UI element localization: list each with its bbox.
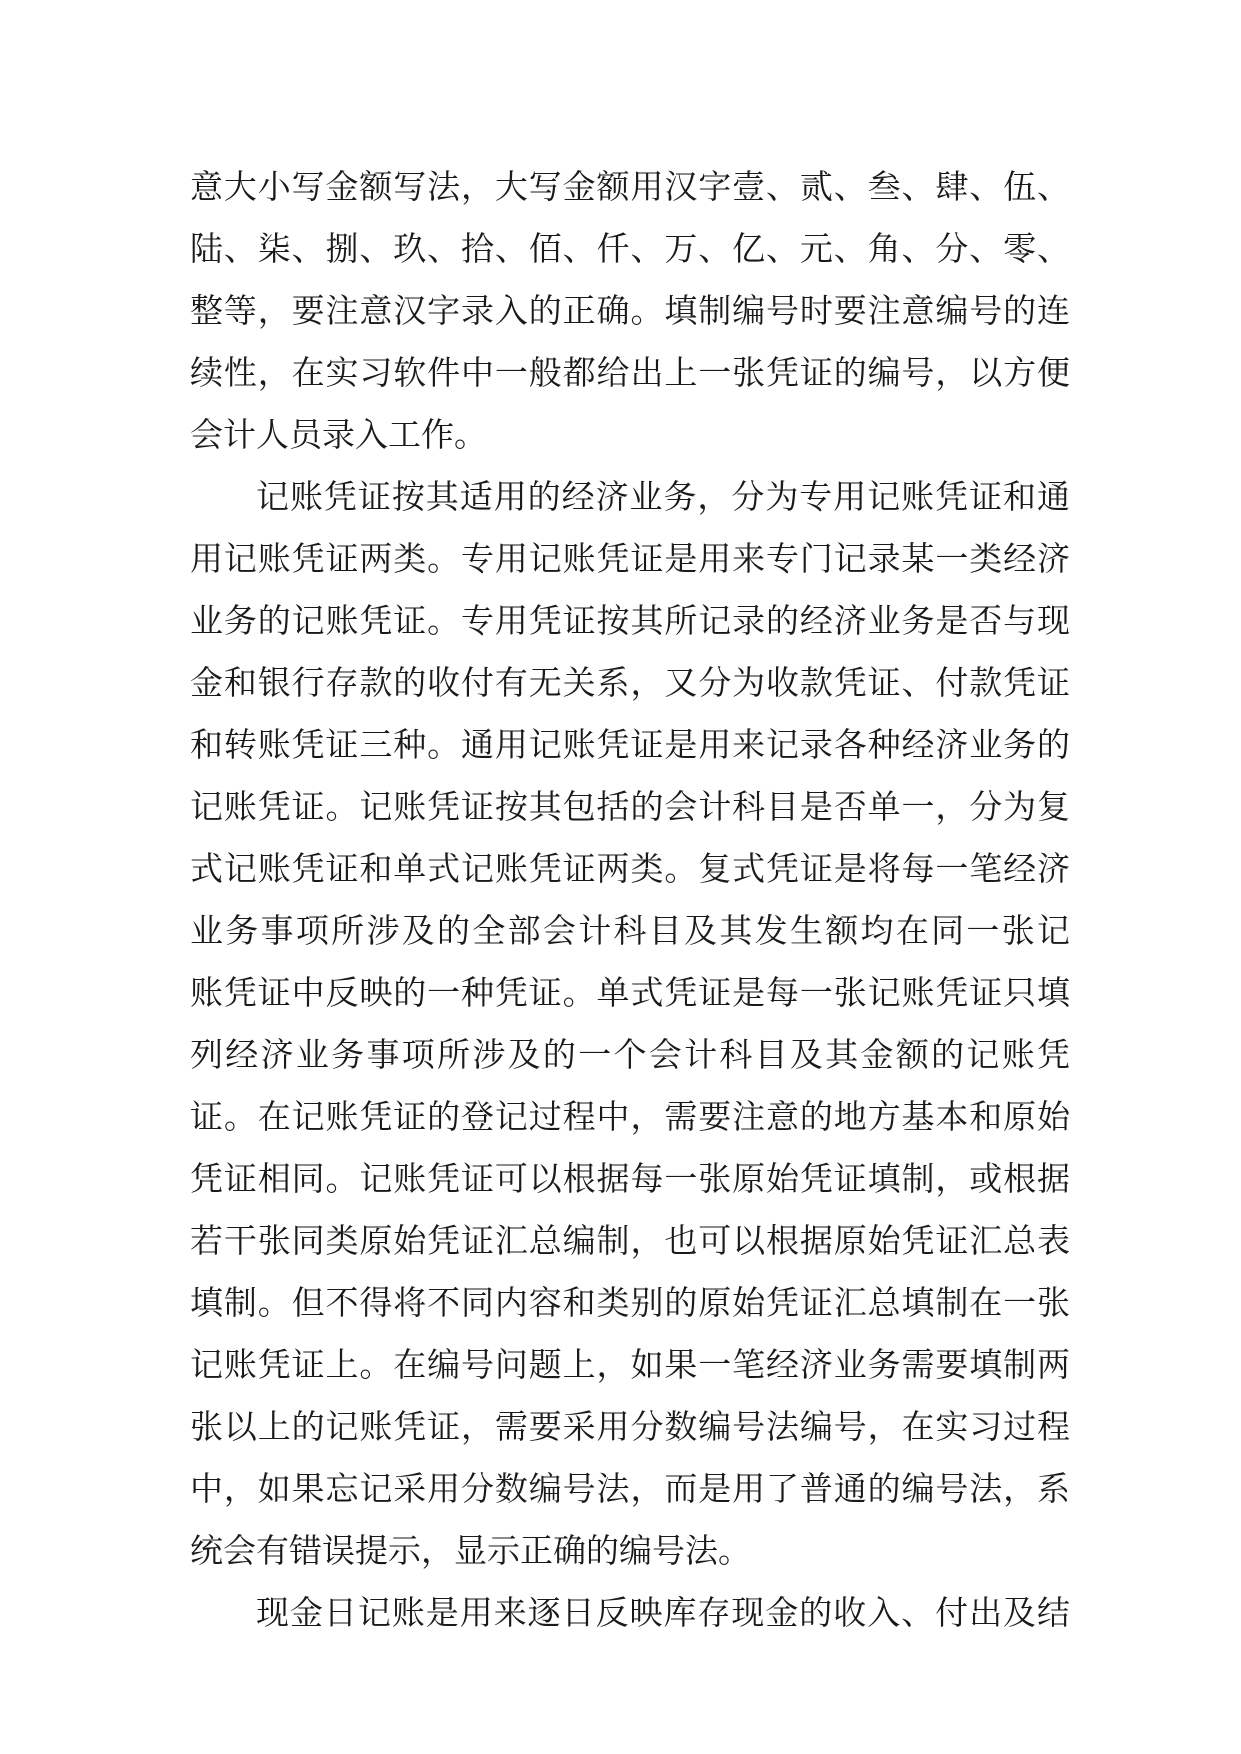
paragraph-first-line: 记账凭证按其适用的经济业务，分为专用记账凭证和通 [256, 477, 1070, 516]
text-line: 业务事项所涉及的全部会计科目及其发生额均在同一张记 [190, 911, 1070, 950]
text-line: 统会有错误提示，显示正确的编号法。 [190, 1531, 751, 1570]
text-line: 记账凭证。记账凭证按其包括的会计科目是否单一，分为复 [190, 787, 1070, 826]
text-line: 续性，在实习软件中一般都给出上一张凭证的编号，以方便 [190, 353, 1070, 392]
text-line: 式记账凭证和单式记账凭证两类。复式凭证是将每一笔经济 [190, 849, 1070, 888]
text-line: 业务的记账凭证。专用凭证按其所记录的经济业务是否与现 [190, 601, 1070, 640]
text-line: 意大小写金额写法，大写金额用汉字壹、贰、叁、肆、伍、 [190, 167, 1070, 206]
text-line: 和转账凭证三种。通用记账凭证是用来记录各种经济业务的 [190, 725, 1070, 764]
text-line: 证。在记账凭证的登记过程中，需要注意的地方基本和原始 [190, 1097, 1070, 1136]
text-line: 账凭证中反映的一种凭证。单式凭证是每一张记账凭证只填 [190, 973, 1070, 1012]
text-line: 若干张同类原始凭证汇总编制，也可以根据原始凭证汇总表 [190, 1221, 1070, 1260]
text-line: 记账凭证上。在编号问题上，如果一笔经济业务需要填制两 [190, 1345, 1070, 1384]
paragraph-first-line: 现金日记账是用来逐日反映库存现金的收入、付出及结 [256, 1593, 1070, 1632]
text-line: 用记账凭证两类。专用记账凭证是用来专门记录某一类经济 [190, 539, 1070, 578]
body-text [190, 156, 1070, 1644]
text-line: 填制。但不得将不同内容和类别的原始凭证汇总填制在一张 [190, 1283, 1070, 1322]
text-line: 陆、柒、捌、玖、拾、佰、仟、万、亿、元、角、分、零、 [190, 229, 1070, 268]
text-line: 张以上的记账凭证，需要采用分数编号法编号，在实习过程 [190, 1407, 1070, 1446]
text-line: 中，如果忘记采用分数编号法，而是用了普通的编号法，系 [190, 1469, 1070, 1508]
text-line: 金和银行存款的收付有无关系，又分为收款凭证、付款凭证 [190, 663, 1070, 702]
text-line: 列经济业务事项所涉及的一个会计科目及其金额的记账凭 [190, 1035, 1070, 1074]
text-line: 整等，要注意汉字录入的正确。填制编号时要注意编号的连 [190, 291, 1070, 330]
text-line: 凭证相同。记账凭证可以根据每一张原始凭证填制，或根据 [190, 1159, 1070, 1198]
text-line: 会计人员录入工作。 [190, 415, 487, 454]
